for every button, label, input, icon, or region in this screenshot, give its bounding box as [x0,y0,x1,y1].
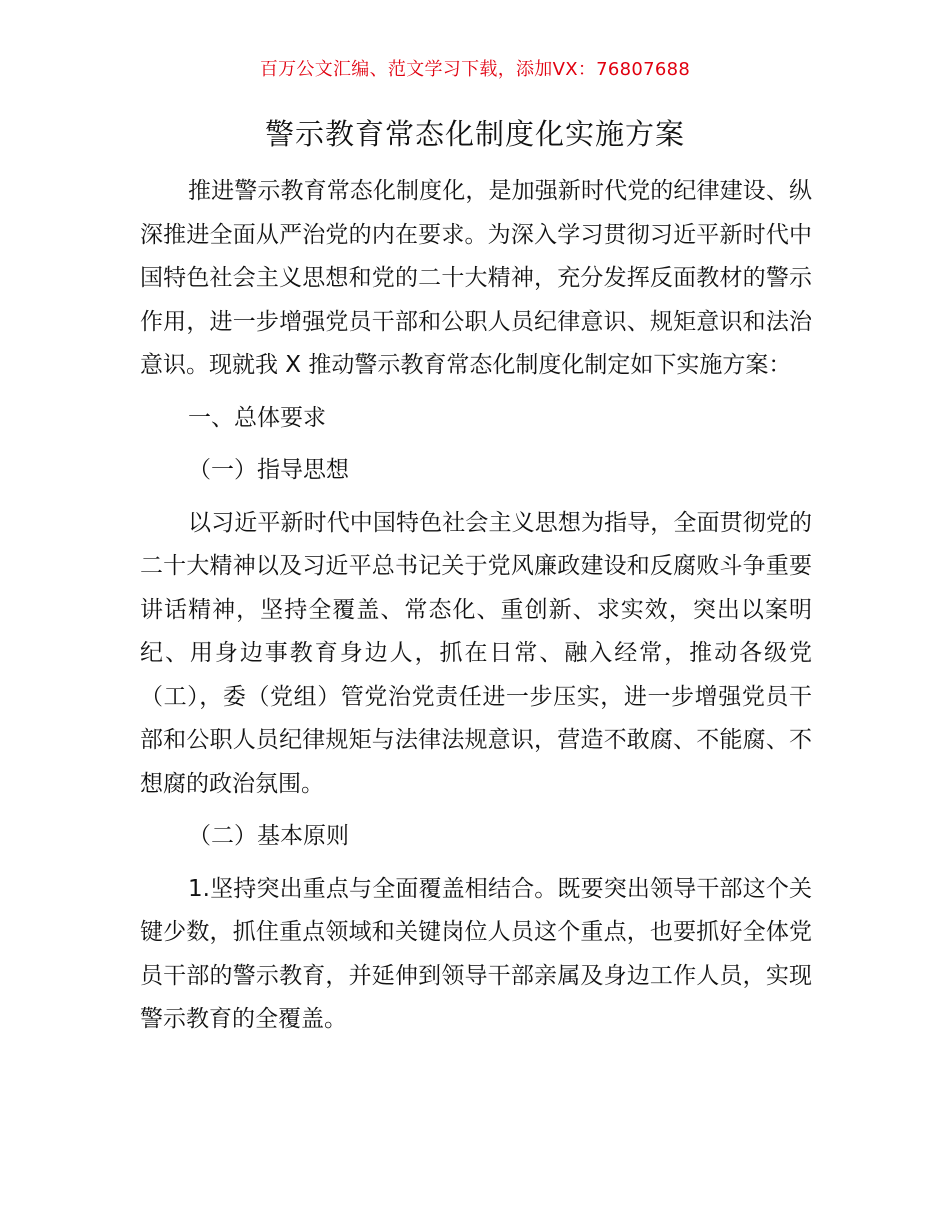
intro-paragraph: 推进警示教育常态化制度化，是加强新时代党的纪律建设、纵深推进全面从严治党的内在要求。为深入学习贯彻习近平新时代中国特色社会主义思想和党的二十大精神，充分发挥反面教材的警示作用，进一步增强党员干部和公职人员纪律意识、规矩意识和法治意识。现就我 X 推动警示教育常态化制度化制定如下实施方案： [140,178,812,378]
subsection-heading-guiding-ideology: （一）指导思想 [188,457,349,483]
header-note: 百万公文汇编、范文学习下载，添加VX：76807688 [259,59,691,80]
principle-1-paragraph: 1.坚持突出重点与全面覆盖相结合。既要突出领导干部这个关键少数，抓住重点领域和关键岗位人员这个重点，也要抓好全体党员干部的警示教育，并延伸到领导干部亲属及身边工作人员，实现警示教育的全覆盖。 [140,875,812,1032]
section-heading-general-requirements: 一、总体要求 [188,404,326,431]
document-body [140,170,812,1042]
document-title: 警示教育常态化制度化实施方案 [264,117,685,151]
guiding-ideology-paragraph: 以习近平新时代中国特色社会主义思想为指导，全面贯彻党的二十大精神以及习近平总书记关于党风廉政建设和反腐败斗争重要讲话精神，坚持全覆盖、常态化、重创新、求实效，突出以案明纪、用身边事教育身边人，抓在日常、融入经常，推动各级党（工），委（党组）管党治党责任进一步压实，进一步增强党员干部和公职人员纪律规矩与法律法规意识，营造不敢腐、不能腐、不想腐的政治氛围。 [140,509,812,797]
subsection-heading-basic-principles: （二）基本原则 [188,823,349,849]
